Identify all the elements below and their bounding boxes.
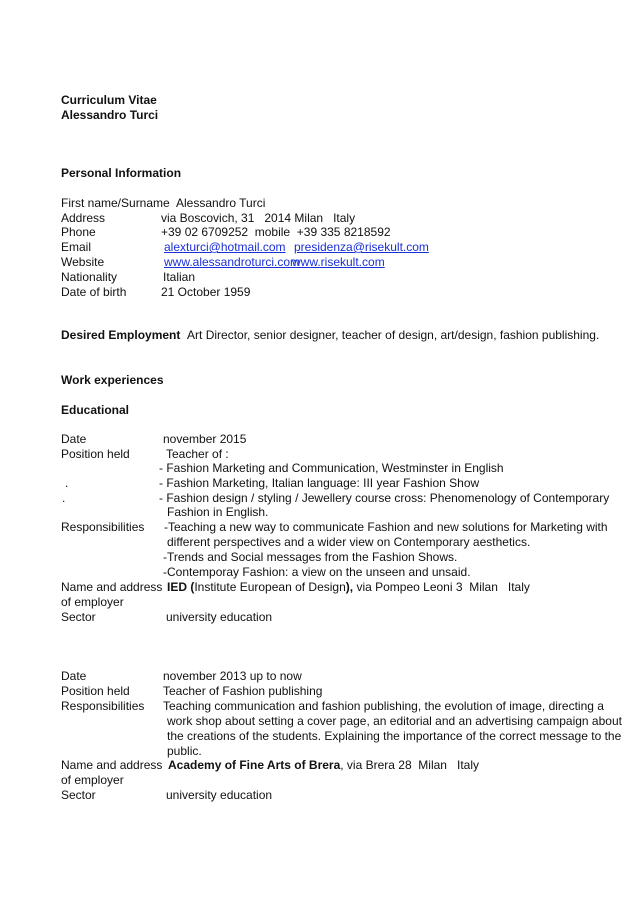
job1-employer-label: of employer: [61, 595, 124, 609]
job2-resp-line: work shop about setting a cover page, an editorial and an advertising campaign about: [167, 714, 622, 728]
job1-sector-label: Sector: [61, 610, 96, 624]
job2-employer-bold: Academy of Fine Arts of Brera: [168, 758, 341, 772]
email-link-personal[interactable]: alexturci@hotmail.com: [164, 240, 286, 254]
value-address: via Boscovich, 31 2014 Milan Italy: [161, 211, 356, 225]
value-birth: 21 October 1959: [161, 285, 251, 299]
job1-item: - Fashion Marketing, Italian language: III year Fashion Show: [159, 476, 480, 490]
job1-employer-bold: IED (: [167, 580, 195, 594]
label-birth: Date of birth: [61, 285, 127, 299]
job2-sector: university education: [166, 788, 273, 802]
job1-resp-line: -Teaching a new way to communicate Fashion and new solutions for Marketing with: [164, 520, 608, 534]
job2-resp-line: Teaching communication and fashion publishing, the evolution of image, directing a: [163, 699, 604, 713]
job1-employer-label: Name and address: [61, 580, 163, 594]
job1-employer-plain: Institute European of Design: [194, 580, 346, 594]
job1-employer-address: via Pompeo Leoni 3 Milan Italy: [353, 580, 530, 594]
label-nationality: Nationality: [61, 270, 118, 284]
job1-dot: .: [65, 476, 69, 490]
value-nationality: Italian: [163, 270, 196, 284]
work-heading: Work experiences: [61, 373, 164, 387]
job1-item: - Fashion design / styling / Jewellery course cross: Phenomenology of Contemporary: [159, 491, 610, 505]
job2-employer-address: , via Brera 28 Milan Italy: [340, 758, 479, 772]
job1-sector: university education: [166, 610, 273, 624]
website-link-personal[interactable]: www.alessandroturci.com: [164, 255, 301, 269]
desired-label: Desired Employment: [61, 328, 181, 342]
job2-employer-label: Name and address: [61, 758, 163, 772]
label-phone: Phone: [61, 225, 96, 239]
job1-employer-bold2: ),: [345, 580, 354, 594]
website-link-work[interactable]: www.risekult.com: [292, 255, 385, 269]
label-first-name: First name/Surname: [61, 196, 170, 210]
job2-employer-label: of employer: [61, 773, 124, 787]
value-first-name: Alessandro Turci: [176, 196, 266, 210]
desired-value: Art Director, senior designer, teacher of design, art/design, fashion publishing.: [187, 328, 600, 342]
job1-position: Teacher of :: [166, 447, 229, 461]
job2-position: Teacher of Fashion publishing: [163, 684, 323, 698]
job2-sector-label: Sector: [61, 788, 96, 802]
job1-employer: [167, 580, 530, 594]
label-email: Email: [61, 240, 92, 254]
value-phone: +39 02 6709252 mobile +39 335 8218592: [161, 225, 391, 239]
job2-employer: [168, 758, 479, 772]
job1-resp-line: -Trends and Social messages from the Fashion Shows.: [163, 550, 458, 564]
job1-date-label: Date: [61, 432, 87, 446]
job1-resp-label: Responsibilities: [61, 520, 145, 534]
desired-employment: [61, 328, 599, 342]
job1-date: november 2015: [163, 432, 247, 446]
job2-date-label: Date: [61, 669, 87, 683]
label-address: Address: [61, 211, 106, 225]
label-website: Website: [61, 255, 105, 269]
job1-resp-line: -Contemporay Fashion: a view on the unseen and unsaid.: [163, 565, 471, 579]
job2-position-label: Position held: [61, 684, 130, 698]
job2-resp-line: the creations of the students. Explaining the importance of the correct message to the: [167, 729, 622, 743]
job1-dot: .: [62, 491, 66, 505]
job2-date: november 2013 up to now: [163, 669, 302, 683]
document-name: Alessandro Turci: [61, 108, 159, 122]
job2-resp-label: Responsibilities: [61, 699, 145, 713]
email-link-work[interactable]: presidenza@risekult.com: [294, 240, 429, 254]
personal-heading: Personal Information: [61, 166, 182, 180]
job1-resp-line: different perspectives and a wider view on Contemporary aesthetics.: [167, 535, 531, 549]
document-title: Curriculum Vitae: [61, 93, 157, 107]
job1-item: - Fashion Marketing and Communication, Westminster in English: [159, 461, 504, 475]
educational-subheading: Educational: [61, 403, 130, 417]
job2-resp-line: public.: [167, 744, 202, 758]
job1-item: Fashion in English.: [167, 505, 269, 519]
job1-position-label: Position held: [61, 447, 130, 461]
